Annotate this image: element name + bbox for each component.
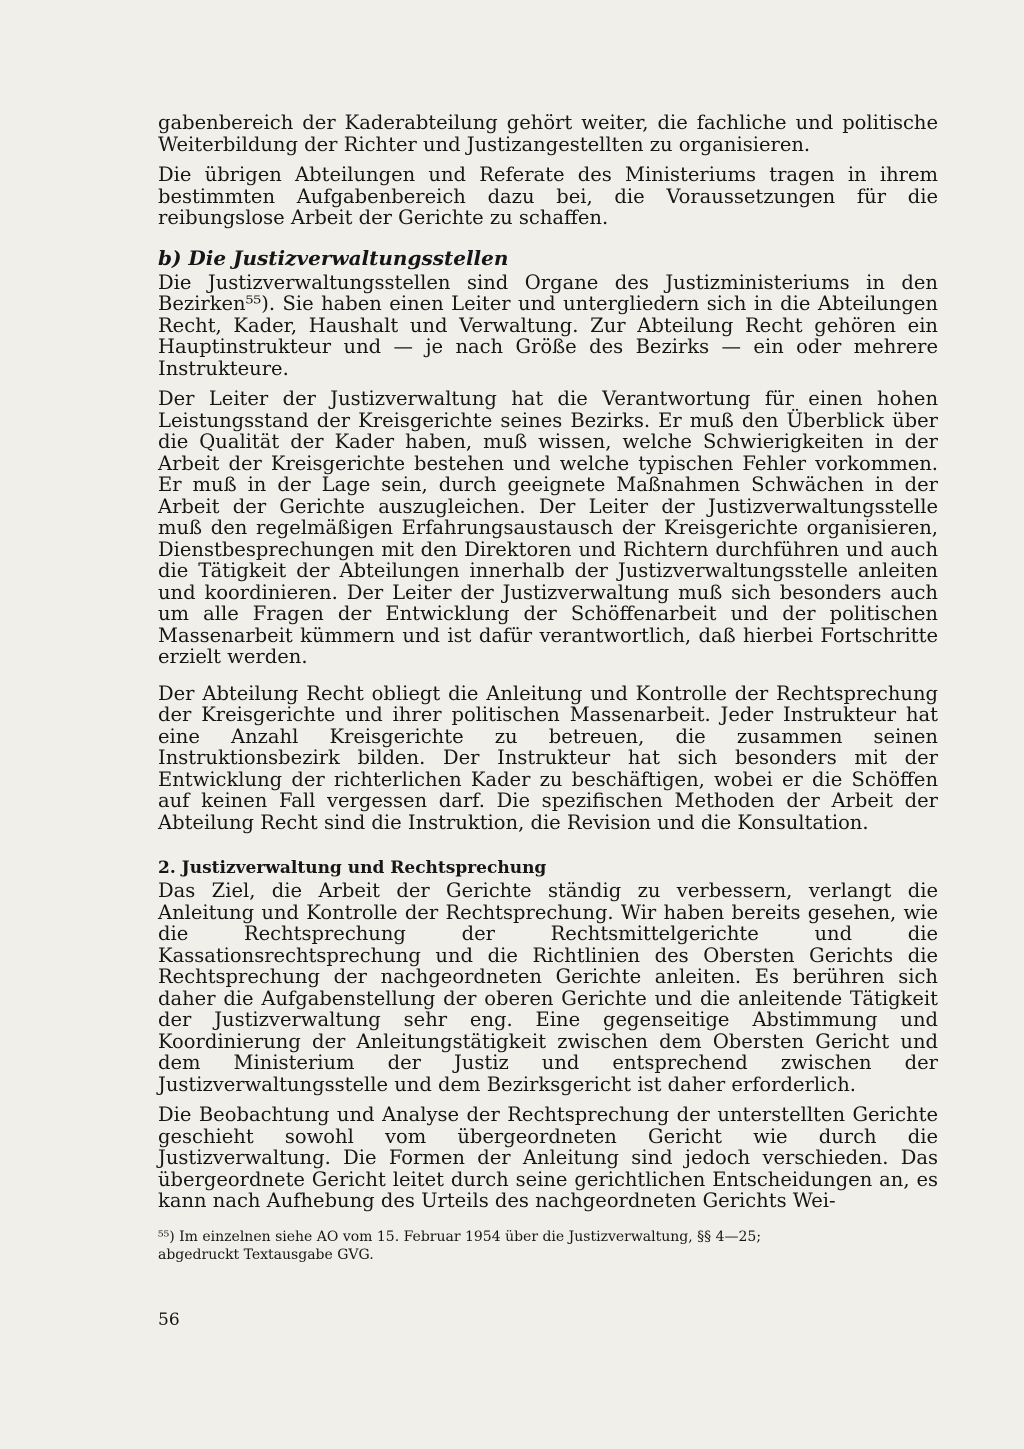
section-heading-justizverwaltungsstellen: b) Die Justizverwaltungsstellen xyxy=(158,245,509,270)
section-heading-rechtsprechung: 2. Justizverwaltung und Rechtsprechung xyxy=(158,858,547,878)
paragraph-leiter: Der Leiter der Justizverwaltung hat die Verantwortung für einen hohen Leistungsstand der Kreisgerichte seines Bezirks. Er muß den Überblick über die Qualität der Kader haben, muß wissen, welche Schwierigkeiten in der Arbeit der Kreisgerichte bestehen und welche typischen Fehler vorkommen. Er muß in der Lage sein, durch geeignete Maßnahmen Schwächen in der Arbeit der Gerichte auszugleichen. Der Leiter der Justizverwaltungsstelle muß den regelmäßigen Erfahrungsaustausch der Kreisgerichte organisieren, Dienstbesprechungen mit den Direktoren und Richtern durchführen und auch die Tätigkeit der Abteilungen innerhalb der Justizverwaltungsstelle anleiten und koordinieren. Der Leiter der Justizverwaltung muß sich besonders auch um alle Fragen der Entwicklung der Schöffenarbeit und der politischen Massenarbeit kümmern und ist dafür verantwortlich, daß hierbei Fortschritte erzielt werden. xyxy=(158,387,938,668)
page-body xyxy=(158,112,938,1264)
paragraph-organe: Die Justizverwaltungsstellen sind Organe des Justizministeriums in den Bezirken⁵⁵). Sie haben einen Leiter und untergliedern sich in die Abteilungen Recht, Kader, Haushalt und Verwaltung. Zur Abteilung Recht gehören ein Hauptinstrukteur und — je nach Größe des Bezirks — ein oder mehrere Instrukteure. xyxy=(158,270,938,380)
footnotes xyxy=(158,1228,938,1264)
paragraph-ziel: Das Ziel, die Arbeit der Gerichte ständig zu verbessern, verlangt die Anleitung und Kontrolle der Rechtsprechung. Wir haben bereits gesehen, wie die Rechtsprechung der Rechtsmittelgerichte und die Kassationsrechtsprechung und die Richtlinien des Obersten Gerichts die Rechtsprechung der nachgeordneten Gerichte anleiten. Es berühren sich daher die Aufgabenstellung der oberen Gerichte und die anleitende Tätigkeit der Justizverwaltung sehr eng. Eine gegenseitige Abstimmung und Koordinierung der Anleitungstätigkeit zwischen dem Obersten Gericht und dem Ministerium der Justiz und entsprechend zwischen der Justizverwaltungsstelle und dem Bezirksgericht ist daher erforderlich. xyxy=(158,879,938,1096)
paragraph-beobachtung: Die Beobachtung und Analyse der Rechtsprechung der unterstellten Gerichte geschieht sowohl vom übergeordneten Gericht wie durch die Justizverwaltung. Die Formen der Anleitung sind jedoch verschieden. Das übergeordnete Gericht leitet durch seine gerichtlichen Entscheidungen an, es kann nach Aufhebung des Urteils des nachgeordneten Gerichts Wei- xyxy=(158,1103,938,1212)
page-number: 56 xyxy=(158,1310,180,1330)
footnote-55-continued: abgedruckt Textausgabe GVG. xyxy=(158,1246,374,1263)
paragraph-kaderabteilung: gabenbereich der Kaderabteilung gehört weiter, die fachliche und politische Weiterbildung der Richter und Justizangestellten zu organisieren. xyxy=(158,111,938,156)
paragraph-abteilung-recht: Der Abteilung Recht obliegt die Anleitung und Kontrolle der Rechtsprechung der Kreisgerichte und ihrer politischen Massenarbeit. Jeder Instrukteur hat eine Anzahl Kreisgerichte zu betreuen, die zusammen seinen Instruktionsbezirk bilden. Der Instrukteur hat sich besonders mit der Entwicklung der richterlichen Kader zu beschäftigen, wobei er die Schöffen auf keinen Fall vergessen darf. Die spezifischen Methoden der Arbeit der Abteilung Recht sind die Instruktion, die Revision und die Konsultation. xyxy=(158,681,938,834)
footnote-55: ⁵⁵) Im einzelnen siehe AO vom 15. Februar 1954 über die Justizverwaltung, §§ 4—25; xyxy=(158,1228,762,1245)
paragraph-abteilungen: Die übrigen Abteilungen und Referate des Ministeriums tragen in ihrem bestimmten Aufgabenbereich dazu bei, die Voraussetzungen für die reibungslose Arbeit der Gerichte zu schaffen. xyxy=(158,163,938,229)
